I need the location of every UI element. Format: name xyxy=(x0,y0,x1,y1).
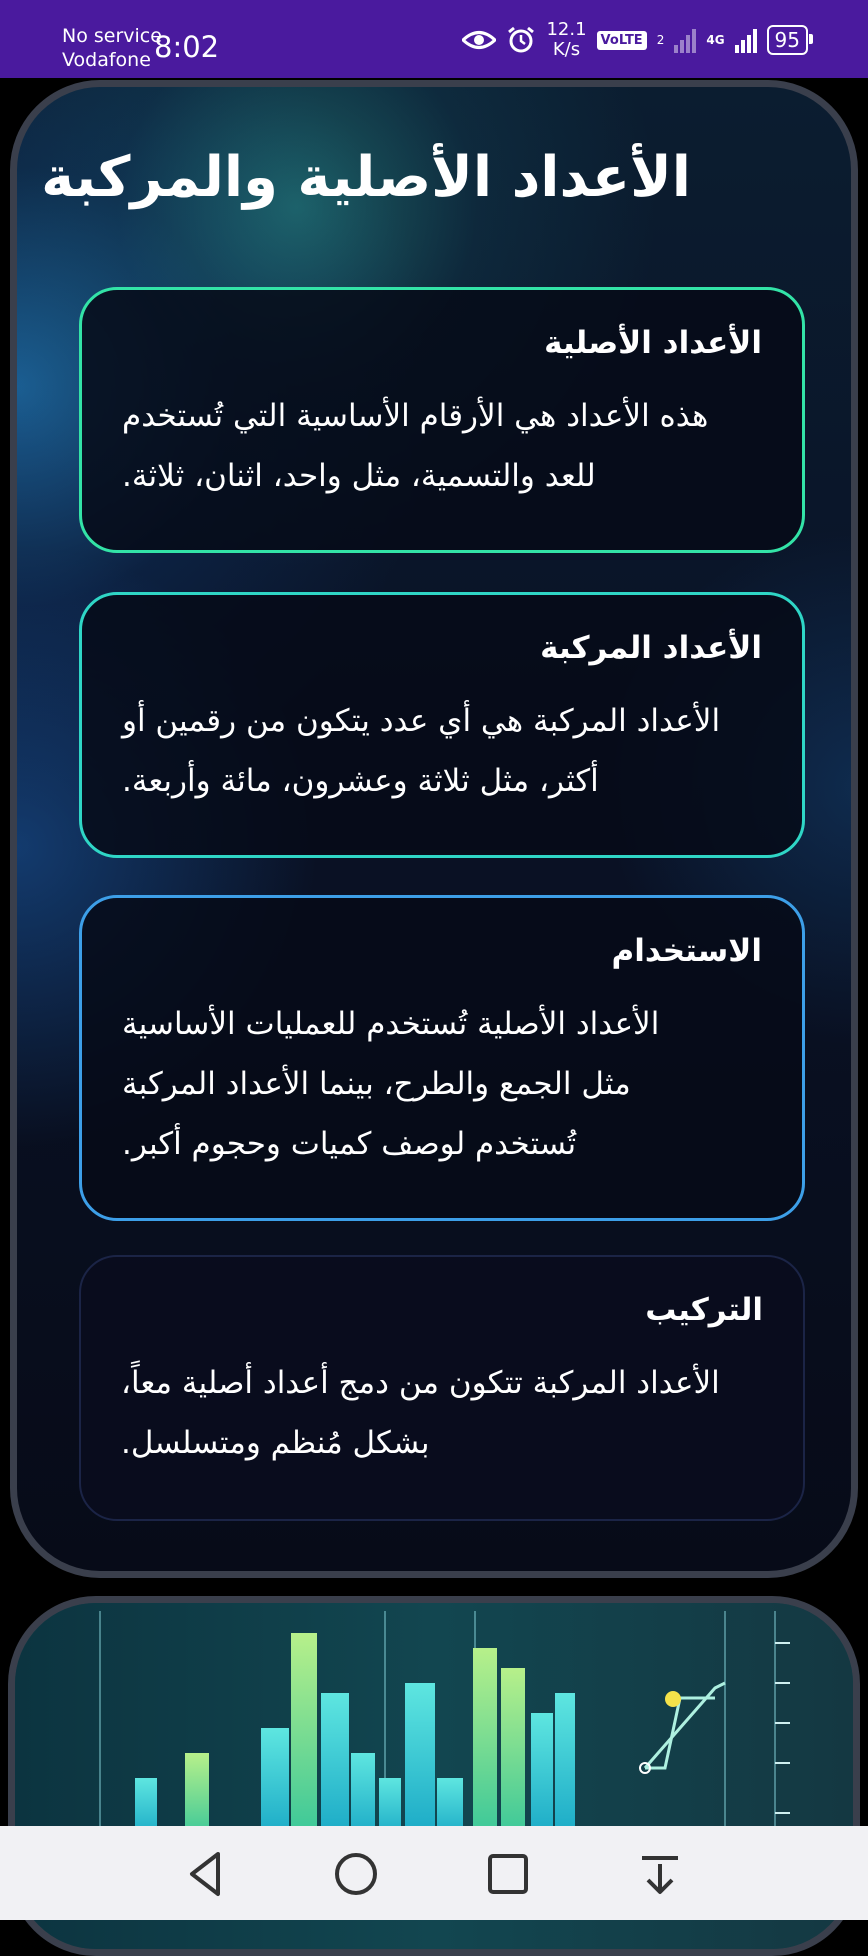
clock: 8:02 xyxy=(154,30,220,64)
battery-indicator: 95 xyxy=(767,25,808,55)
card-body xyxy=(121,1353,763,1473)
card-heading: الأعداد المركبة xyxy=(540,630,762,666)
eye-icon xyxy=(462,29,496,51)
sim-slot: 2 xyxy=(656,33,665,47)
network-speed xyxy=(546,20,586,60)
card-line: بشكل مُنظم ومتسلسل. xyxy=(121,1425,430,1461)
back-icon[interactable] xyxy=(178,1846,234,1902)
carrier-info xyxy=(62,24,162,72)
card-line: تُستخدم لوصف كميات وحجوم أكبر. xyxy=(122,1126,577,1162)
page-title: الأعداد الأصلية والمركبة xyxy=(41,145,691,210)
recents-icon[interactable] xyxy=(480,1846,536,1902)
content-panel xyxy=(10,80,858,1578)
menu-down-icon[interactable] xyxy=(632,1846,688,1902)
card-heading: الأعداد الأصلية xyxy=(544,325,762,361)
speed-value: 12.1 xyxy=(546,19,587,40)
network-type: 4G xyxy=(706,33,725,47)
card-body xyxy=(122,386,762,506)
signal-sim1-icon xyxy=(674,27,696,53)
card-line: الأعداد المركبة هي أي عدد يتكون من رقمين أو xyxy=(122,703,721,739)
status-icons xyxy=(462,20,808,60)
card-cardinal-numbers[interactable] xyxy=(79,287,805,553)
alarm-icon xyxy=(506,25,536,55)
system-navigation-bar xyxy=(0,1826,868,1920)
status-bar xyxy=(0,0,868,78)
carrier-status: No service xyxy=(62,25,162,47)
card-heading: الاستخدام xyxy=(611,933,762,969)
card-line: مثل الجمع والطرح، بينما الأعداد المركبة xyxy=(122,1066,631,1102)
card-line: أكثر، مثل ثلاثة وعشرون، مائة وأربعة. xyxy=(122,763,599,799)
card-line: الأعداد الأصلية تُستخدم للعمليات الأساسية xyxy=(122,1006,660,1042)
card-line: هذه الأعداد هي الأرقام الأساسية التي تُستخدم xyxy=(122,398,709,434)
card-body xyxy=(122,994,762,1174)
speed-unit: K/s xyxy=(552,39,581,60)
carrier-name: Vodafone xyxy=(62,49,151,71)
card-compound-numbers[interactable] xyxy=(79,592,805,858)
volte-badge: VoLTE xyxy=(597,31,647,50)
card-body xyxy=(122,691,762,811)
signal-sim2-icon xyxy=(735,27,757,53)
card-line: الأعداد المركبة تتكون من دمج أعداد أصلية معاً، xyxy=(121,1365,720,1401)
home-icon[interactable] xyxy=(328,1846,384,1902)
card-line: للعد والتسمية، مثل واحد، اثنان، ثلاثة. xyxy=(122,458,596,494)
card-heading: التركيب xyxy=(645,1292,763,1328)
card-usage[interactable] xyxy=(79,895,805,1221)
card-composition[interactable] xyxy=(79,1255,805,1521)
